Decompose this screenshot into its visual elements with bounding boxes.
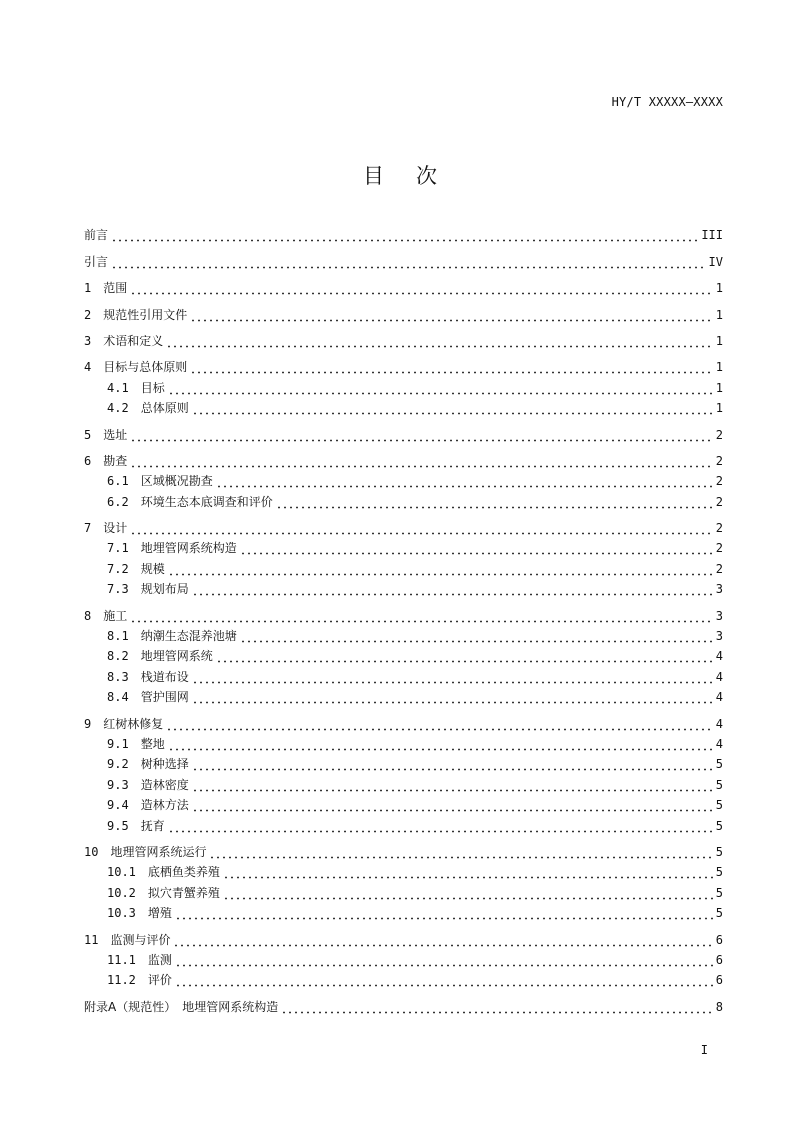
toc-entry-label: 规划布局 xyxy=(140,582,189,597)
toc-entry-page: 2 xyxy=(715,561,723,576)
toc-entry-page: 5 xyxy=(715,865,723,880)
dot-leader xyxy=(276,495,713,509)
toc-entry-label: 红树林修复 xyxy=(103,716,164,731)
toc-entry[interactable] xyxy=(84,947,723,967)
toc-entry-page: III xyxy=(701,228,723,243)
dot-leader xyxy=(130,609,713,623)
toc-entry-number: 9.3 xyxy=(107,777,129,792)
toc-entry[interactable] xyxy=(84,839,723,859)
toc-entry-label: 树种选择 xyxy=(140,757,189,772)
toc-entry-label: 抚育 xyxy=(140,818,165,833)
toc-entry-page: 2 xyxy=(715,453,723,468)
toc-entry[interactable] xyxy=(84,275,723,295)
toc-entry-label: 设计 xyxy=(103,521,128,536)
toc-entry-page: 4 xyxy=(715,716,723,731)
dot-leader xyxy=(192,401,713,415)
dot-leader xyxy=(192,757,713,771)
toc-entry-number: 6.1 xyxy=(107,474,129,489)
toc-entry-page: 5 xyxy=(715,906,723,921)
toc-entry-page: 1 xyxy=(715,360,723,375)
toc-entry[interactable] xyxy=(84,879,723,899)
toc-entry-page: 1 xyxy=(715,307,723,322)
dot-leader xyxy=(216,649,713,663)
toc-entry-page: 2 xyxy=(715,494,723,509)
toc-entry-page: 6 xyxy=(715,973,723,988)
toc-entry-number: 7 xyxy=(84,521,92,536)
toc-entry-page: 2 xyxy=(715,521,723,536)
toc-entry-number: 4.1 xyxy=(107,380,129,395)
dot-leader xyxy=(173,933,712,947)
toc-entry-page: 4 xyxy=(715,649,723,664)
toc-entry[interactable] xyxy=(84,812,723,832)
toc-entry-label: 目标与总体原则 xyxy=(103,360,188,375)
toc-entry-page: 4 xyxy=(715,690,723,705)
toc-entry[interactable] xyxy=(84,643,723,663)
toc-entry-number: 11 xyxy=(84,932,99,947)
toc-entry[interactable] xyxy=(84,576,723,596)
toc-entry-page: 4 xyxy=(715,669,723,684)
dot-leader xyxy=(175,973,713,987)
toc-entry-label: 底栖鱼类养殖 xyxy=(147,865,220,880)
toc-entry-label: 管护围网 xyxy=(140,690,189,705)
toc-entry-label: 术语和定义 xyxy=(103,333,164,348)
toc-entry[interactable] xyxy=(84,751,723,771)
dot-leader xyxy=(240,541,713,555)
toc-entry-page: IV xyxy=(708,254,723,269)
toc-entry-label: 范围 xyxy=(103,281,128,296)
toc-entry-number: 11.2 xyxy=(107,973,136,988)
toc-entry[interactable] xyxy=(84,248,723,268)
toc-entry[interactable] xyxy=(84,623,723,643)
dot-leader xyxy=(192,582,713,596)
dot-leader xyxy=(166,717,713,731)
toc-entry[interactable] xyxy=(84,859,723,879)
toc-entry[interactable] xyxy=(84,448,723,468)
toc-entry-label: 目标 xyxy=(140,380,165,395)
toc-entry-number: 8.1 xyxy=(107,629,129,644)
toc-entry-page: 5 xyxy=(715,757,723,772)
toc-entry-page: 3 xyxy=(715,608,723,623)
toc-entry[interactable] xyxy=(84,900,723,920)
dot-leader xyxy=(166,334,713,348)
toc-entry-number: 8 xyxy=(84,608,92,623)
toc-entry-page: 5 xyxy=(715,798,723,813)
dot-leader xyxy=(223,886,713,900)
page-number: I xyxy=(700,1043,708,1057)
toc-entry[interactable] xyxy=(84,602,723,622)
toc-entry-label: 区域概况勘查 xyxy=(140,474,213,489)
toc-entry[interactable] xyxy=(84,421,723,441)
dot-leader xyxy=(168,737,713,751)
toc-entry-page: 5 xyxy=(715,818,723,833)
toc-entry-number: 4 xyxy=(84,360,92,375)
dot-leader xyxy=(130,281,713,295)
toc-entry[interactable] xyxy=(84,468,723,488)
dot-leader xyxy=(111,255,706,269)
toc-entry-label: 选址 xyxy=(103,427,128,442)
dot-leader xyxy=(223,865,713,879)
toc-entry-label: 总体原则 xyxy=(140,401,189,416)
toc-entry-label: 造林密度 xyxy=(140,777,189,792)
toc-entry[interactable] xyxy=(84,488,723,508)
toc-entry-number: 3 xyxy=(84,333,92,348)
toc-entry-number: 5 xyxy=(84,427,92,442)
toc-entry-number: 10 xyxy=(84,844,99,859)
toc-entry-page: 1 xyxy=(715,380,723,395)
toc-entry[interactable] xyxy=(84,535,723,555)
dot-leader xyxy=(281,1000,713,1014)
toc-entry-number: 7.2 xyxy=(107,561,129,576)
title-char: 目 xyxy=(363,164,384,188)
toc-entry-label: 引言 xyxy=(84,254,109,269)
toc-entry-number: 8.2 xyxy=(107,649,129,664)
toc-entry-page: 5 xyxy=(715,844,723,859)
toc-entry-page: 3 xyxy=(715,629,723,644)
dot-leader xyxy=(130,454,713,468)
toc-entry[interactable] xyxy=(84,710,723,730)
toc-entry[interactable] xyxy=(84,515,723,535)
toc-entry-label: 整地 xyxy=(140,736,165,751)
toc-entry-label: 施工 xyxy=(103,608,128,623)
toc-entry-page: 6 xyxy=(715,952,723,967)
dot-leader xyxy=(192,778,713,792)
toc-entry-number: 9 xyxy=(84,716,92,731)
dot-leader xyxy=(209,845,712,859)
toc-entry-number: 6.2 xyxy=(107,494,129,509)
toc-entry[interactable] xyxy=(84,328,723,348)
toc-entry-number: 7.1 xyxy=(107,541,129,556)
toc-entry[interactable] xyxy=(84,663,723,683)
toc-entry-label: 规模 xyxy=(140,561,165,576)
toc-entry[interactable] xyxy=(84,374,723,394)
dot-leader xyxy=(192,670,713,684)
toc-entry-number: 9.5 xyxy=(107,818,129,833)
toc-entry-page: 5 xyxy=(715,777,723,792)
toc-entry-number: 10.2 xyxy=(107,885,136,900)
toc-entry-page: 2 xyxy=(715,474,723,489)
toc-entry-number: 9.4 xyxy=(107,798,129,813)
toc-entry-page: 4 xyxy=(715,736,723,751)
dot-leader xyxy=(192,798,713,812)
toc-entry-number: 8.4 xyxy=(107,690,129,705)
dot-leader xyxy=(130,428,713,442)
toc-entry[interactable] xyxy=(84,354,723,374)
toc-entry-number: 9.2 xyxy=(107,757,129,772)
toc-entry[interactable] xyxy=(84,301,723,321)
toc-entry[interactable] xyxy=(84,926,723,946)
table-of-contents xyxy=(84,222,723,1014)
toc-entry-page: 3 xyxy=(715,582,723,597)
page-title xyxy=(0,160,800,190)
dot-leader xyxy=(168,819,713,833)
toc-entry-label: 规范性引用文件 xyxy=(103,307,188,322)
toc-entry-label: 地理管网系统运行 xyxy=(110,844,207,859)
toc-entry-number: 9.1 xyxy=(107,736,129,751)
dot-leader xyxy=(168,562,713,576)
toc-entry-number: 4.2 xyxy=(107,401,129,416)
dot-leader xyxy=(190,308,713,322)
toc-entry[interactable] xyxy=(84,684,723,704)
toc-entry-number: 6 xyxy=(84,453,92,468)
toc-entry-page: 8 xyxy=(715,999,723,1014)
toc-entry-page: 1 xyxy=(715,333,723,348)
dot-leader xyxy=(216,474,713,488)
toc-entry[interactable] xyxy=(84,993,723,1013)
dot-leader xyxy=(175,906,713,920)
dot-leader xyxy=(190,360,713,374)
toc-entry-number: 10.1 xyxy=(107,865,136,880)
toc-entry[interactable] xyxy=(84,222,723,242)
toc-entry-label: 造林方法 xyxy=(140,798,189,813)
toc-entry-label: 增殖 xyxy=(147,906,172,921)
dot-leader xyxy=(240,629,713,643)
title-char: 次 xyxy=(416,164,437,188)
toc-entry-label: 纳潮生态混养池塘 xyxy=(140,629,237,644)
toc-entry[interactable] xyxy=(84,771,723,791)
toc-entry-number: 7.3 xyxy=(107,582,129,597)
toc-entry[interactable] xyxy=(84,731,723,751)
toc-entry-page: 2 xyxy=(715,541,723,556)
toc-entry-number: 2 xyxy=(84,307,92,322)
toc-entry-number: 1 xyxy=(84,281,92,296)
toc-entry-page: 5 xyxy=(715,885,723,900)
dot-leader xyxy=(130,521,713,535)
toc-entry-label: 监测 xyxy=(147,952,172,967)
toc-entry-label: 环境生态本底调查和评价 xyxy=(140,494,273,509)
toc-entry-number: 10.3 xyxy=(107,906,136,921)
toc-entry[interactable] xyxy=(84,555,723,575)
toc-entry-page: 6 xyxy=(715,932,723,947)
dot-leader xyxy=(192,690,713,704)
dot-leader xyxy=(111,228,698,242)
toc-entry[interactable] xyxy=(84,395,723,415)
toc-entry-page: 2 xyxy=(715,427,723,442)
toc-entry[interactable] xyxy=(84,792,723,812)
toc-entry-label: 前言 xyxy=(84,228,109,243)
toc-entry-label: 监测与评价 xyxy=(110,932,171,947)
toc-entry-label: 勘查 xyxy=(103,453,128,468)
toc-entry-page: 1 xyxy=(715,401,723,416)
document-code: HY/T XXXXX—XXXX xyxy=(611,95,723,109)
toc-entry-label: 栈道布设 xyxy=(140,669,189,684)
toc-entry-page: 1 xyxy=(715,281,723,296)
toc-entry[interactable] xyxy=(84,967,723,987)
toc-entry-label: 地埋管网系统 xyxy=(140,649,213,664)
toc-entry-number: 11.1 xyxy=(107,952,136,967)
toc-entry-label: 附录A（规范性） 地埋管网系统构造 xyxy=(84,999,279,1014)
dot-leader xyxy=(175,953,713,967)
toc-entry-label: 拟穴青蟹养殖 xyxy=(147,885,220,900)
toc-entry-label: 地埋管网系统构造 xyxy=(140,541,237,556)
toc-entry-number: 8.3 xyxy=(107,669,129,684)
dot-leader xyxy=(168,381,713,395)
toc-entry-label: 评价 xyxy=(147,973,172,988)
